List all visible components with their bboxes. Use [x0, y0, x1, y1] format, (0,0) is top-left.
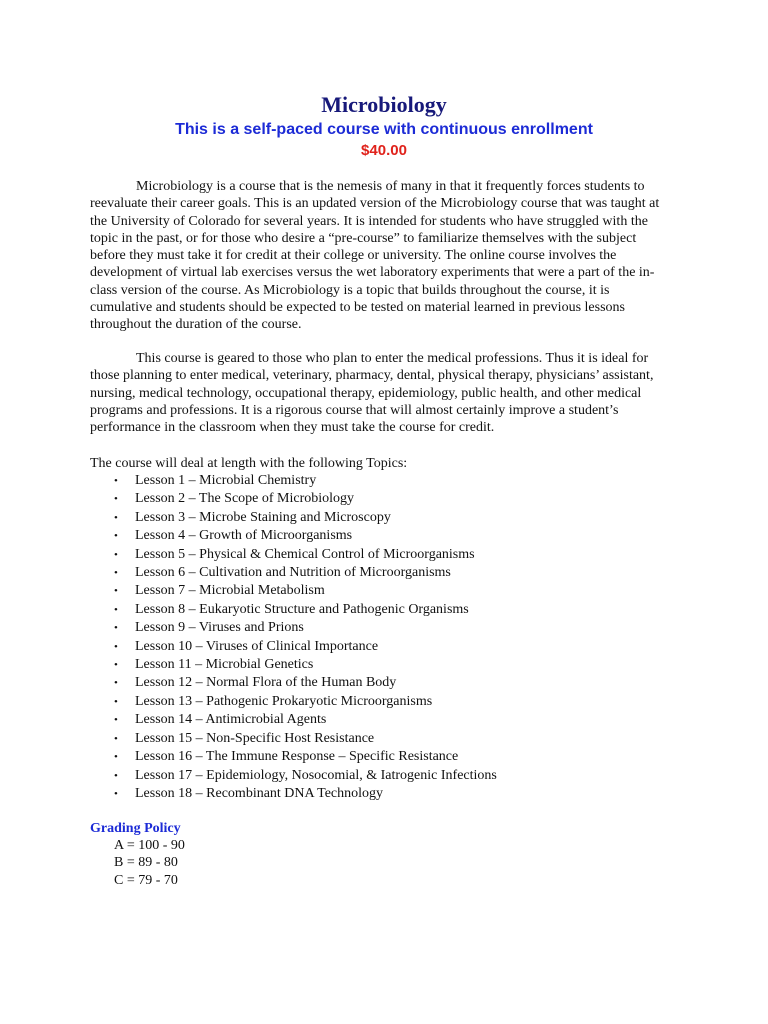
bullet-icon: • [114, 769, 118, 782]
bullet-icon: • [114, 493, 118, 506]
lesson-label: Lesson 7 – Microbial Metabolism [135, 583, 325, 599]
list-item [114, 546, 497, 564]
list-item [114, 767, 497, 785]
grade-list [114, 837, 185, 889]
lesson-label: Lesson 14 – Antimicrobial Agents [135, 712, 327, 728]
list-item [114, 527, 497, 545]
lesson-label: Lesson 4 – Growth of Microorganisms [135, 528, 353, 544]
list-item [114, 693, 497, 711]
bullet-icon: • [114, 475, 118, 487]
lesson-label: Lesson 1 – Microbial Chemistry [135, 473, 317, 488]
bullet-icon: • [114, 530, 118, 543]
bullet-icon: • [114, 787, 118, 800]
page-title: Microbiology [321, 92, 447, 117]
bullet-icon: • [114, 659, 118, 672]
lesson-label: Lesson 15 – Non-Specific Host Resistance [135, 730, 375, 746]
bullet-icon: • [114, 640, 118, 653]
lesson-list [114, 472, 497, 803]
lesson-label: Lesson 8 – Eukaryotic Structure and Pathogenic Organisms [135, 601, 469, 617]
grade-item: C = 79 - 70 [114, 872, 178, 888]
grading-policy-heading: Grading Policy [90, 821, 181, 836]
list-item [114, 601, 497, 619]
bullet-icon: • [114, 732, 118, 745]
list-item [114, 472, 497, 490]
bullet-icon: • [114, 677, 118, 690]
course-price: $40.00 [361, 142, 407, 159]
list-item [114, 582, 497, 600]
bullet-icon: • [114, 567, 118, 580]
intro-paragraph: Microbiology is a course that is the nemesis of many in that it frequently forces students to reevaluate their career goals. This is an updated version of the Microbiology course that was taught at the University of Colorado for several years. It is intended for students who have struggled with the topic in the past, or for those who desire a “pre-course” to familiarize themselves with the subject before they must take it for credit at their college or university. The online course involves the development of virtual lab exercises versus the wet laboratory experiments that were a part of the in-class version of the course. As Microbiology is a topic that builds throughout the course, it is cumulative and students should be expected to be tested on material learned in previous lessons throughout the duration of the course. [90, 179, 660, 333]
bullet-icon: • [114, 585, 118, 598]
lesson-label: Lesson 18 – Recombinant DNA Technology [135, 785, 384, 801]
list-item [114, 748, 497, 766]
bullet-icon: • [114, 548, 118, 561]
lesson-label: Lesson 16 – The Immune Response – Specific Resistance [135, 749, 459, 765]
grade-item: A = 100 - 90 [114, 838, 185, 853]
lesson-label: Lesson 3 – Microbe Staining and Microscopy [135, 509, 391, 525]
list-item [114, 785, 497, 803]
bullet-icon: • [114, 622, 118, 635]
list-item [114, 656, 497, 674]
lesson-label: Lesson 5 – Physical & Chemical Control of Microorganisms [135, 546, 475, 562]
bullet-icon: • [114, 603, 118, 616]
bullet-icon: • [114, 695, 118, 708]
audience-paragraph: This course is geared to those who plan to enter the medical professions. Thus it is ideal for those planning to enter medical, veterinary, pharmacy, dental, physical therapy, physicians’ assistant, nursing, medical technology, occupational therapy, epidemiology, public health, and other medical programs and professions. It is a rigorous course that will almost certainly improve a student’s performance in the classroom when they must take the course for credit. [90, 351, 654, 436]
lesson-label: Lesson 13 – Pathogenic Prokaryotic Microorganisms [135, 693, 433, 709]
list-item [114, 509, 497, 527]
topics-intro: The course will deal at length with the following Topics: [90, 456, 408, 471]
list-item [114, 490, 497, 508]
list-item [114, 564, 497, 582]
list-item [114, 619, 497, 637]
lesson-label: Lesson 6 – Cultivation and Nutrition of Microorganisms [135, 565, 451, 581]
list-item [114, 638, 497, 656]
list-item [114, 711, 497, 729]
bullet-icon: • [114, 714, 118, 727]
grade-item: B = 89 - 80 [114, 855, 178, 871]
bullet-icon: • [114, 511, 118, 524]
lesson-label: Lesson 2 – The Scope of Microbiology [135, 491, 355, 507]
lesson-label: Lesson 10 – Viruses of Clinical Importance [135, 638, 379, 654]
lesson-label: Lesson 12 – Normal Flora of the Human Body [135, 675, 397, 691]
lesson-label: Lesson 9 – Viruses and Prions [135, 620, 304, 636]
course-subtitle: This is a self-paced course with continuous enrollment [175, 121, 593, 138]
bullet-icon: • [114, 751, 118, 764]
lesson-label: Lesson 17 – Epidemiology, Nosocomial, & Iatrogenic Infections [135, 767, 497, 783]
list-item [114, 674, 497, 692]
list-item [114, 730, 497, 748]
lesson-label: Lesson 11 – Microbial Genetics [135, 657, 314, 673]
